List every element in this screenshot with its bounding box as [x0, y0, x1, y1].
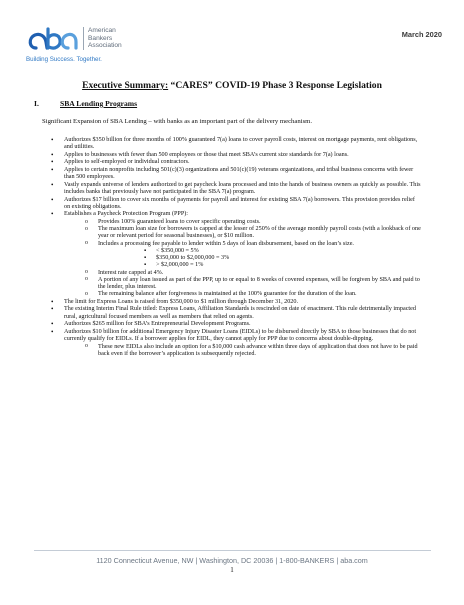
list-item-text: Authorizes $10 billion for additional Emergency Injury Disaster Loans (EIDLs) to be disbursed directly by SBA to those businesses that do not currently qualify for EIDLs. If a borrower applies for EIDL, they cannot apply for PPP due to concerns about double-dipping.: [64, 328, 417, 342]
org-name-line: American: [88, 27, 116, 34]
list-item: • Applies to businesses with fewer than 500 employees or those that meet SBA’s current size standards for 7(a) loans.: [50, 152, 422, 159]
list-item: [50, 329, 422, 358]
title-text: “CARES” COVID-19 Phase 3 Response Legislation: [168, 80, 382, 91]
fee-tier-item: ▪ < $350,000 = 5%: [98, 248, 422, 255]
eidl-sublist: [64, 344, 422, 358]
fee-tier-list: [98, 248, 422, 270]
page-number: 1: [230, 566, 234, 574]
aba-logo-icon: [26, 26, 78, 52]
aba-logo: [26, 24, 166, 70]
sub-list-item: o The maximum loan size for borrowers is capped at the lesser of 250% of the average monthly payroll costs (with a lookback of one year or relevant period for seasonal businesses), or $10 million.: [64, 226, 422, 240]
fee-tier-item: ▪ $350,000 to $2,000,000 = 3%: [98, 255, 422, 262]
section-title: SBA Lending Programs: [60, 99, 138, 108]
ppp-sublist: [64, 219, 422, 298]
list-item: • The limit for Express Loans is raised from $350,000 to $1 million through December 31, 2020.: [50, 299, 422, 306]
list-item: • Authorizes $265 million for SBA’s Entrepreneurial Development Programs.: [50, 321, 422, 328]
sub-list-item: [64, 241, 422, 270]
sub-list-item: o Provides 100% guaranteed loans to cover specific operating costs.: [64, 219, 422, 226]
document-date: March 2020: [401, 30, 442, 39]
title-prefix: Executive Summary:: [82, 80, 169, 91]
logo-org-name: [83, 27, 122, 50]
org-name-line: Bankers: [88, 34, 113, 42]
org-name-line: Association: [88, 42, 122, 50]
sub-list-item-text: Includes a processing fee payable to lender within 5 days of loan disbursement, based on the loan’s size.: [98, 240, 354, 247]
list-item: [50, 211, 422, 298]
section-heading: [34, 99, 137, 108]
tagline: Building Success. Together.: [26, 56, 102, 63]
document-body: [50, 137, 422, 358]
list-item-text: Establishes a Paycheck Protection Program (PPP):: [64, 211, 188, 218]
list-item: • Applies to certain nonprofits including 501(c)(3) organizations and 501(c)(19) veterans organizations, and tribal business concerns with fewer than 500 employees.: [50, 167, 422, 181]
footer-divider: [34, 550, 431, 551]
document-title: [0, 80, 464, 91]
intro-paragraph: Significant Expansion of SBA Lending – with banks as an important part of the delivery mechanism.: [42, 118, 313, 125]
list-item: • Applies to self-employed or individual contractors.: [50, 159, 422, 166]
section-number: I.: [34, 99, 39, 108]
sub-list-item: o The remaining balance after forgiveness is maintained at the 100% guarantee for the duration of the loan.: [64, 291, 422, 298]
list-item: • Vastly expands universe of lenders authorized to get paycheck loans processed and into the hands of business owners as quickly as possible. This includes banks that previously have not participated in the SBA 7(a) program.: [50, 182, 422, 196]
bullet-list: [50, 137, 422, 358]
list-item: • Authorizes $17 billion to cover six months of payments for payroll and interest for existing SBA 7(a) borrowers. This provision provides relief on existing obligations.: [50, 197, 422, 211]
list-item: • Authorizes $350 billion for three months of 100% guaranteed 7(a) loans to cover payroll costs, interest on mortgage payments, rent obligations, and utilities.: [50, 137, 422, 151]
footer-address: 1120 Connecticut Avenue, NW | Washington, DC 20036 | 1-800-BANKERS | aba.com: [96, 556, 368, 565]
fee-tier-item: ▪ > $2,000,000 = 1%: [98, 262, 422, 269]
sub-list-item: o These new EIDLs also include an option for a $10,000 cash advance within three days of application that does not have to be paid back even if the borrower’s application is subsequently rejected.: [64, 344, 422, 358]
list-item: • The existing Interim Final Rule titled: Express Loans, Affiliation Standards is rescinded on date of enactment. This rule detrimentally impacted rural, agricultural focused members as well as members that relied on agents.: [50, 306, 422, 320]
sub-list-item: o A portion of any loan issued as part of the PPP, up to or equal to 8 weeks of covered expenses, will be forgiven by SBA and paid to the lender, plus interest.: [64, 277, 422, 291]
sub-list-item: o Interest rate capped at 4%.: [64, 270, 422, 277]
